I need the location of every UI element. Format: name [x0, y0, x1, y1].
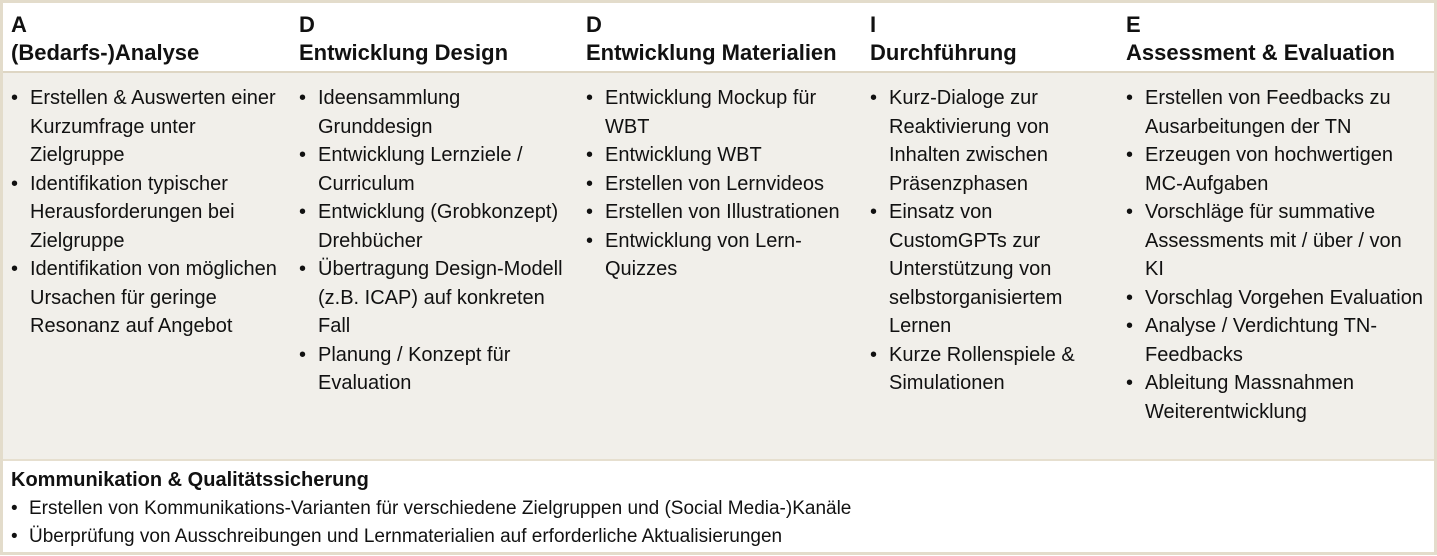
list-item: • Erzeugen von hochwertigen MC-Aufgaben [1126, 141, 1426, 198]
phase-title: Assessment & Evaluation [1126, 40, 1395, 65]
column-durchfuehrung [870, 84, 1102, 398]
list-item: • Vorschlag Vorgehen Evaluation [1126, 284, 1426, 313]
list-item: • Überprüfung von Ausschreibungen und Lernmaterialien auf erforderliche Aktualisierungen [11, 523, 851, 551]
list-item: • Entwicklung Lernziele / Curriculum [299, 141, 571, 198]
column-header-materialien [586, 11, 837, 67]
list-item: • Planung / Konzept für Evaluation [299, 341, 571, 398]
footer-list [11, 495, 851, 551]
table-header-row [3, 3, 1434, 71]
list-item: • Identifikation typischer Herausforderungen bei Zielgruppe [11, 170, 281, 256]
list-item: • Erstellen & Auswerten einer Kurzumfrage unter Zielgruppe [11, 84, 281, 170]
list-item: • Entwicklung von Lern-Quizzes [586, 227, 854, 284]
list-item: • Ideensammlung Grunddesign [299, 84, 571, 141]
column-analyse [11, 84, 281, 341]
list-item: • Ableitung Massnahmen Weiterentwicklung [1126, 369, 1426, 426]
list-item: • Erstellen von Illustrationen [586, 198, 854, 227]
column-header-evaluation [1126, 11, 1395, 67]
column-header-durchfuehrung [870, 11, 1017, 67]
footer-title: Kommunikation & Qualitätssicherung [11, 469, 369, 491]
phase-letter: A [11, 12, 27, 37]
phase-letter: D [299, 12, 315, 37]
list-item: • Entwicklung WBT [586, 141, 854, 170]
column-header-design [299, 11, 508, 67]
column-header-analyse [11, 11, 199, 67]
list-item: • Entwicklung (Grobkonzept) Drehbücher [299, 198, 571, 255]
phase-title: Entwicklung Materialien [586, 40, 837, 65]
list-item: • Erstellen von Kommunikations-Varianten für verschiedene Zielgruppen und (Social Media-)Kanäle [11, 495, 851, 523]
list-item: • Identifikation von möglichen Ursachen für geringe Resonanz auf Angebot [11, 255, 281, 341]
list-item: • Vorschläge für summative Assessments mit / über / von KI [1126, 198, 1426, 284]
list-item: • Erstellen von Lernvideos [586, 170, 854, 199]
phase-title: (Bedarfs-)Analyse [11, 40, 200, 65]
list-item: • Kurz-Dialoge zur Reaktivierung von Inhalten zwischen Präsenzphasen [870, 84, 1102, 198]
list-item: • Entwicklung Mockup für WBT [586, 84, 854, 141]
phase-title: Durchführung [870, 40, 1017, 65]
table-body-row [3, 71, 1434, 459]
phase-letter: E [1126, 12, 1141, 37]
column-design [299, 84, 571, 398]
column-evaluation [1126, 84, 1426, 426]
column-materialien [586, 84, 854, 284]
list-item: • Analyse / Verdichtung TN-Feedbacks [1126, 312, 1426, 369]
list-item: • Erstellen von Feedbacks zu Ausarbeitungen der TN [1126, 84, 1426, 141]
phase-letter: D [586, 12, 602, 37]
list-item: • Übertragung Design-Modell (z.B. ICAP) auf konkreten Fall [299, 255, 571, 341]
list-item: • Einsatz von CustomGPTs zur Unterstützung von selbstorganisiertem Lernen [870, 198, 1102, 341]
phase-title: Entwicklung Design [299, 40, 509, 65]
footer-section [3, 459, 1434, 552]
list-item: • Kurze Rollenspiele & Simulationen [870, 341, 1102, 398]
phase-letter: I [870, 12, 877, 37]
